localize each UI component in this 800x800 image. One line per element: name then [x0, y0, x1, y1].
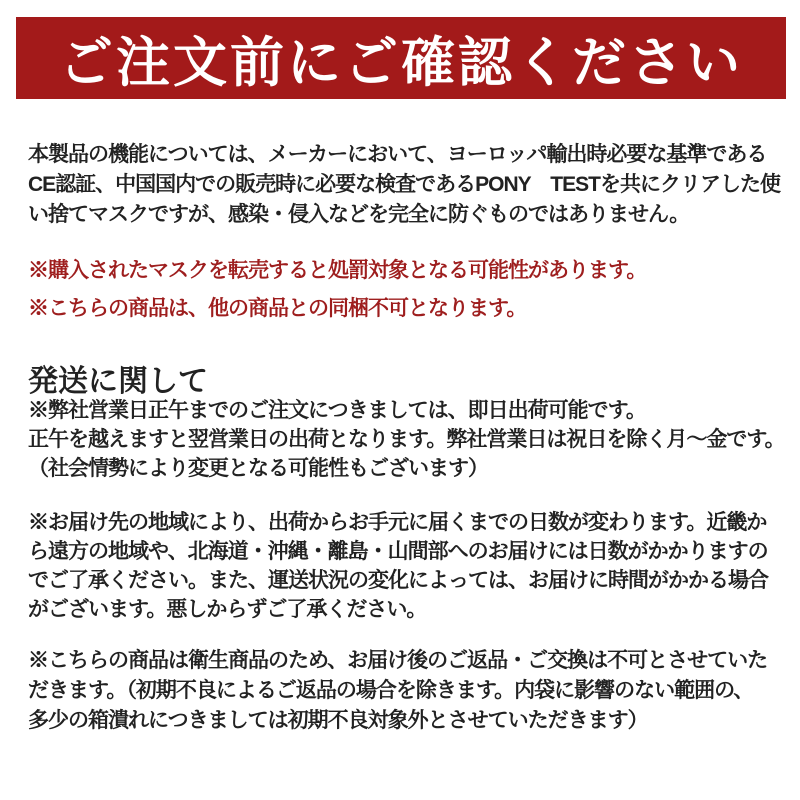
returns-line: ※こちらの商品は衛生商品のため、お届け後のご返品・ご交換は不可とさせていた [28, 649, 768, 672]
notice-banner [16, 17, 786, 99]
returns-line: 多少の箱潰れにつきましては初期不良対象外とさせていただきます） [28, 709, 648, 732]
warning-notes [28, 252, 788, 328]
shipping-heading: 発送に関して [28, 365, 208, 398]
intro-paragraph [28, 140, 788, 230]
intro-line: い捨てマスクですが、感染・侵入などを完全に防ぐものではありません。 [28, 203, 690, 226]
shipping-line: （社会情勢により変更となる可能性もございます） [28, 457, 488, 480]
shipping-paragraph [28, 396, 788, 483]
intro-line: CE認証、中国国内での販売時に必要な検査であるPONY TESTを共にクリアした使 [28, 173, 780, 196]
delivery-line: ら遠方の地域や、北海道・沖縄・離島・山間部へのお届けには日数がかかりますの [28, 540, 768, 563]
intro-line: 本製品の機能については、メーカーにおいて、ヨーロッパ輸出時必要な基準である [28, 143, 767, 166]
shipping-line: 正午を越えますと翌営業日の出荷となります。弊社営業日は祝日を除く月～金です。 [28, 428, 785, 451]
banner-title: ご注文前にご確認ください [59, 32, 743, 93]
delivery-line: がございます。悪しからずご了承ください。 [28, 598, 427, 621]
returns-paragraph [28, 646, 788, 736]
delivery-line: でご了承ください。また、運送状況の変化によっては、お届けに時間がかかる場合 [28, 569, 768, 592]
warning-line-resale: ※購入されたマスクを転売すると処罰対象となる可能性があります。 [28, 259, 647, 282]
shipping-line: ※弊社営業日正午までのご注文につきましては、即日出荷可能です。 [28, 399, 646, 422]
delivery-line: ※お届け先の地域により、出荷からお手元に届くまでの日数が変わります。近畿か [28, 511, 767, 534]
delivery-paragraph [28, 508, 788, 624]
returns-line: だきます。（初期不良によるご返品の場合を除きます。内袋に影響のない範囲の、 [28, 679, 754, 702]
warning-line-bundling: ※こちらの商品は、他の商品との同梱不可となります。 [28, 297, 527, 320]
